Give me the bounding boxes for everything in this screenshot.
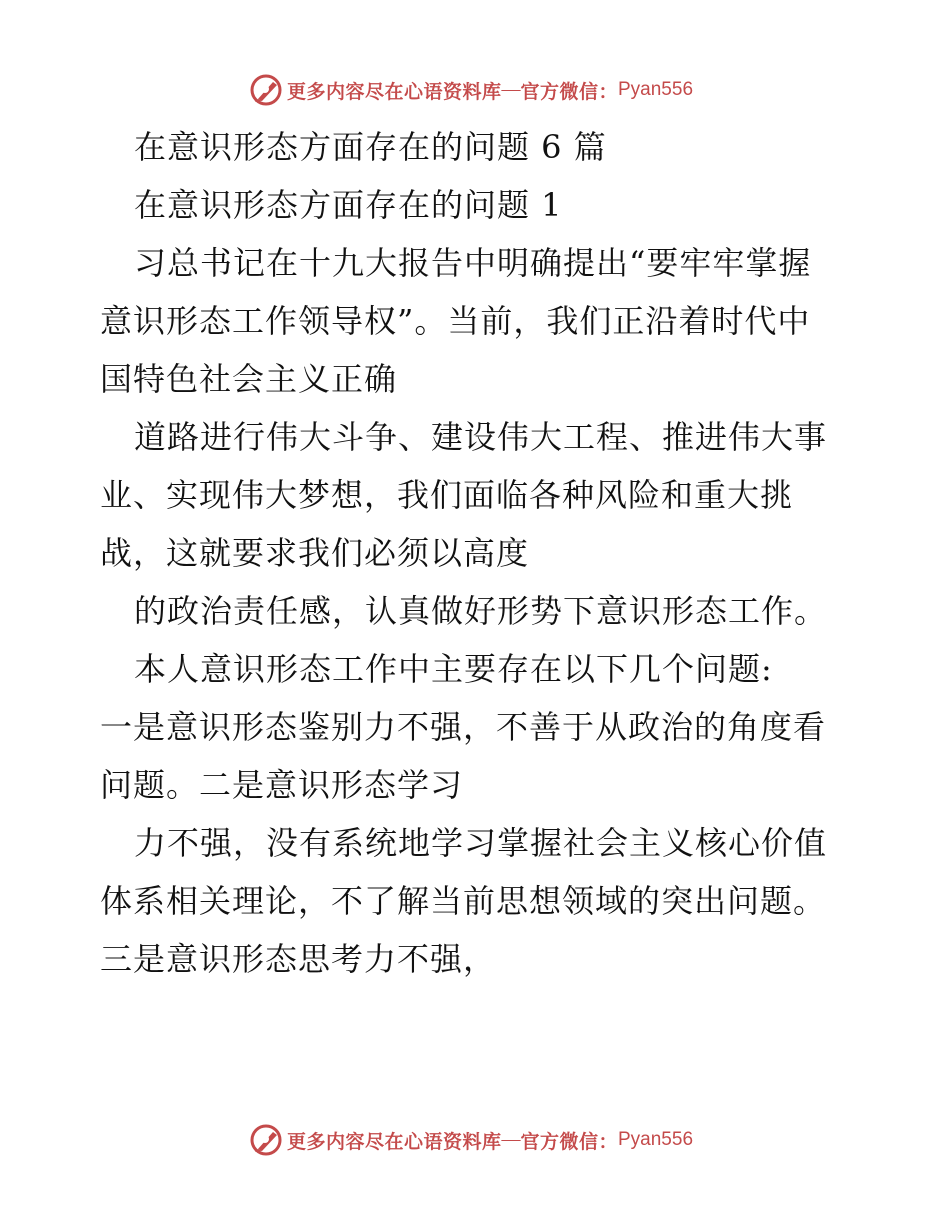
- footer-watermark: [0, 1120, 950, 1160]
- text-line: 体系相关理论，不了解当前思想领域的突出问题。: [100, 882, 827, 920]
- text-line: 战，这就要求我们必须以高度: [100, 534, 530, 572]
- header-watermark: [0, 70, 950, 110]
- watermark-official-label: 官方微信：: [520, 80, 618, 103]
- pen-logo-icon: [249, 73, 283, 107]
- watermark-wechat-id: Pyan556: [618, 79, 694, 100]
- text-line: 问题。二是意识形态学习: [100, 766, 464, 804]
- text-line: 一是意识形态鉴别力不强，不善于从政治的角度看: [100, 708, 827, 746]
- text-line: 习总书记在十九大报告中明确提出“要牢牢掌握: [134, 244, 812, 282]
- watermark-group: [249, 73, 693, 107]
- text-line: 道路进行伟大斗争、建设伟大工程、推进伟大事: [134, 418, 828, 456]
- text-line: 的政治责任感，认真做好形势下意识形态工作。: [134, 592, 828, 630]
- watermark-wechat-id: Pyan556: [618, 1129, 694, 1150]
- text-line: 国特色社会主义正确: [100, 360, 398, 398]
- document-body: [100, 118, 860, 988]
- text-line: 三是意识形态思考力不强，: [100, 940, 497, 978]
- watermark-separator: —: [501, 79, 521, 100]
- watermark-official-label: 官方微信：: [520, 1130, 618, 1153]
- text-line: 在意识形态方面存在的问题 6 篇: [134, 128, 607, 166]
- text-line: 本人意识形态工作中主要存在以下几个问题:: [134, 650, 773, 688]
- text-line: 力不强，没有系统地学习掌握社会主义核心价值: [134, 824, 828, 862]
- text-line: 意识形态工作领导权”。当前，我们正沿着时代中: [100, 302, 811, 340]
- text-line: 业、实现伟大梦想，我们面临各种风险和重大挑: [100, 476, 794, 514]
- watermark-text: 更多内容尽在心语资料库: [286, 80, 502, 103]
- text-line: 在意识形态方面存在的问题 1: [134, 186, 563, 224]
- watermark-separator: —: [501, 1129, 521, 1150]
- watermark-group: [249, 1123, 693, 1157]
- pen-logo-icon: [249, 1123, 283, 1157]
- watermark-text: 更多内容尽在心语资料库: [286, 1130, 502, 1153]
